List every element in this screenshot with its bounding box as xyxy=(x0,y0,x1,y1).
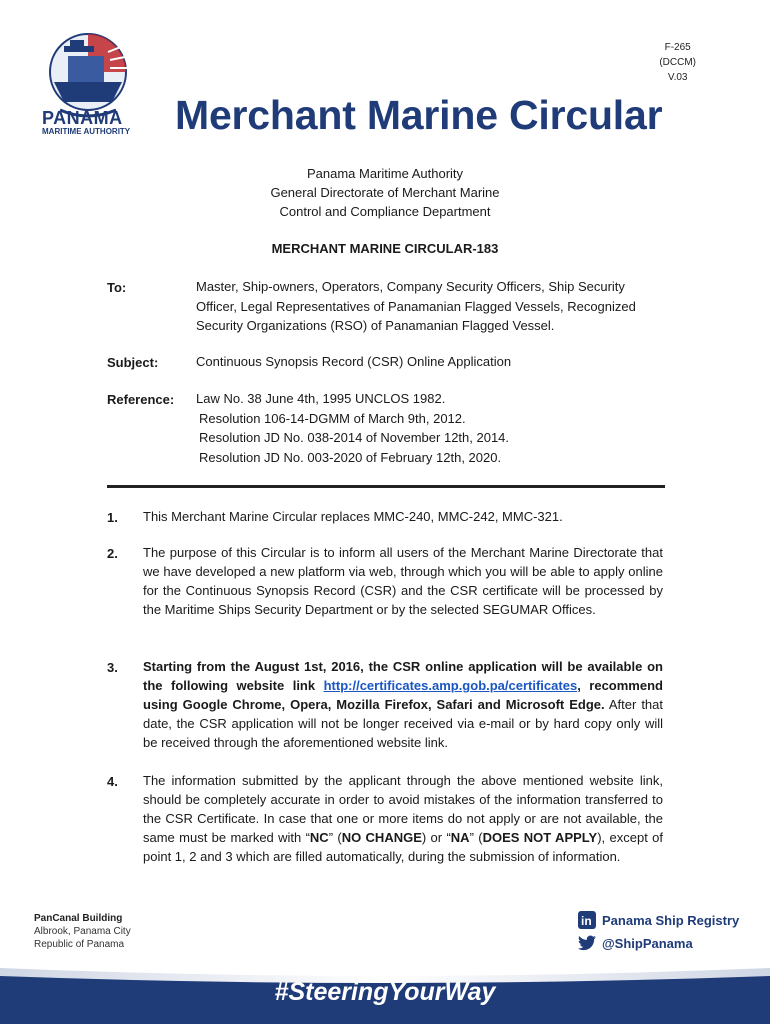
item-4-text-c: ) or “ xyxy=(421,830,451,845)
org-line: Control and Compliance Department xyxy=(279,204,491,219)
item-3-rest: After that date, the CSR application will not be longer received via e-mail or by hard copy only will be received through the aforementioned website link. xyxy=(143,697,664,750)
logo-subtitle: MARITIME AUTHORITY xyxy=(42,127,131,136)
linkedin-link[interactable] xyxy=(578,911,739,929)
twitter-handle: @ShipPanama xyxy=(602,935,693,951)
item-number: 3. xyxy=(107,660,118,675)
footer-address xyxy=(34,912,131,951)
footer-building: PanCanal Building xyxy=(34,913,123,924)
linkedin-label: Panama Ship Registry xyxy=(602,912,740,928)
reference-label: Reference: xyxy=(107,392,175,407)
item-number: 2. xyxy=(107,546,118,561)
reference-item: Law No. 38 June 4th, 1995 UNCLOS 1982. xyxy=(196,391,446,406)
org-line: General Directorate of Merchant Marine xyxy=(270,185,500,200)
logo-word: PANAMA xyxy=(42,108,123,128)
subject-label: Subject: xyxy=(107,355,159,370)
footer-address-line: Republic of Panama xyxy=(34,939,125,950)
item-2-text: The purpose of this Circular is to inform all users of the Merchant Marine Directorate that we have developed a new platform via web, through which you will be able to apply online for the Continuous Synopsis Record (CSR) and the CSR certificate will be processed by the Maritime Ships Security Department or by the selected SEGUMAR Offices. xyxy=(143,545,663,617)
twitter-icon xyxy=(578,934,596,952)
item-4-text-e: ), except of point 1, 2 and 3 which are filled automatically, during the submission of information. xyxy=(143,830,663,864)
item-3-browsers: Google Chrome, Opera, Mozilla Firefox, Safari and Microsoft Edge. xyxy=(182,697,605,712)
item-4-na: NA xyxy=(450,830,470,845)
form-code-line: (DCCM) xyxy=(659,57,696,68)
to-value: Master, Ship-owners, Operators, Company Security Officers, Ship Security Officer, Legal Representatives of Panamanian Flagged Vessels, Recognized Security Organizations (RSO) of Panamanian Flagged Vessel. xyxy=(196,279,636,333)
reference-item: Resolution JD No. 038-2014 of November 12th, 2014. xyxy=(199,430,510,445)
item-4-text-b: ” ( xyxy=(328,830,342,845)
item-number: 1. xyxy=(107,510,118,525)
reference-item: Resolution JD No. 003-2020 of February 12th, 2020. xyxy=(199,449,502,465)
page-title: Merchant Marine Circular xyxy=(175,92,663,138)
item-3-recommend: , recommend using xyxy=(143,678,663,712)
item-number: 4. xyxy=(107,774,118,789)
form-code xyxy=(659,40,696,85)
item-4-text-d: ” ( xyxy=(469,830,483,845)
twitter-link[interactable] xyxy=(578,934,693,952)
form-code-line: F-265 xyxy=(664,42,691,53)
reference-item: Resolution 106-14-DGMM of March 9th, 2012. xyxy=(199,410,466,426)
item-4-does-not-apply: DOES NOT APPLY xyxy=(482,830,598,845)
section-divider xyxy=(107,485,665,488)
item-4-text-a: The information submitted by the applicant through the above mentioned website link, should be completely accurate in order to avoid mistakes of the information transferred to the CSR Certificate. In case that one or more items do not apply or are not available, the same must be marked with “ xyxy=(143,773,663,845)
item-4-no-change: NO CHANGE xyxy=(341,830,422,845)
subject-value: Continuous Synopsis Record (CSR) Online Application xyxy=(196,354,512,369)
item-1-text: This Merchant Marine Circular replaces MMC-240, MMC-242, MMC-321. xyxy=(143,509,563,524)
organization-block xyxy=(0,164,770,221)
to-label: To: xyxy=(107,280,127,295)
item-4-text xyxy=(143,771,663,866)
circular-number: MERCHANT MARINE CIRCULAR-183 xyxy=(271,241,499,256)
reference-list xyxy=(196,389,666,467)
hashtag-slogan: #SteeringYourWay xyxy=(274,978,496,1006)
linkedin-icon xyxy=(578,911,596,929)
item-3-text xyxy=(143,657,663,752)
item-3-intro: Starting from the August 1st, 2016, the CSR online application will be available on the following website link xyxy=(143,659,663,693)
certificates-link[interactable]: http://certificates.amp.gob.pa/certificates xyxy=(323,678,578,693)
svg-text:in: in xyxy=(581,914,592,928)
form-code-line: V.03 xyxy=(667,72,688,83)
org-line: Panama Maritime Authority xyxy=(306,166,464,181)
footer-address-line: Albrook, Panama City xyxy=(34,926,131,937)
item-4-nc: NC xyxy=(309,830,329,845)
